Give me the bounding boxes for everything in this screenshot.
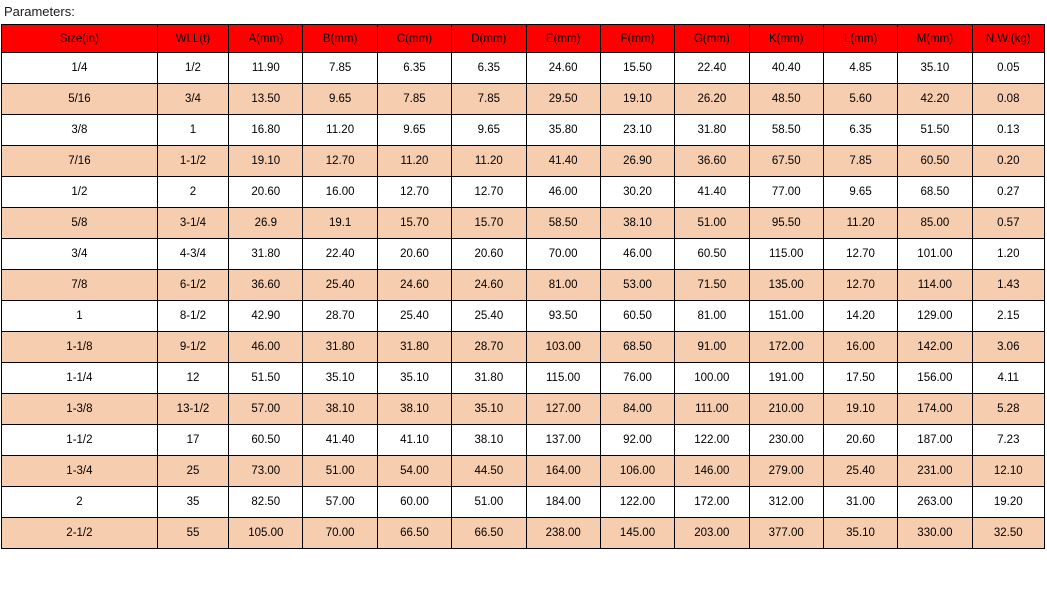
cell-f: 46.00 [600, 239, 674, 270]
cell-wll: 1 [157, 115, 228, 146]
cell-f: 19.10 [600, 84, 674, 115]
cell-d: 6.35 [452, 53, 526, 84]
cell-d: 25.40 [452, 301, 526, 332]
table-row [2, 518, 1045, 549]
cell-m: 187.00 [898, 425, 972, 456]
cell-wll: 1-1/2 [157, 146, 228, 177]
cell-size: 7/16 [2, 146, 158, 177]
cell-c: 31.80 [377, 332, 451, 363]
cell-l: 5.60 [823, 84, 897, 115]
cell-c: 38.10 [377, 394, 451, 425]
column-header-f: F(mm) [600, 25, 674, 53]
cell-wll: 35 [157, 487, 228, 518]
cell-nw: 1.43 [972, 270, 1044, 301]
cell-d: 66.50 [452, 518, 526, 549]
table-row [2, 425, 1045, 456]
cell-a: 26.9 [229, 208, 303, 239]
cell-b: 70.00 [303, 518, 377, 549]
cell-l: 11.20 [823, 208, 897, 239]
cell-d: 35.10 [452, 394, 526, 425]
cell-l: 12.70 [823, 239, 897, 270]
cell-e: 35.80 [526, 115, 600, 146]
column-header-c: C(mm) [377, 25, 451, 53]
cell-b: 12.70 [303, 146, 377, 177]
cell-g: 172.00 [675, 487, 749, 518]
cell-c: 54.00 [377, 456, 451, 487]
cell-f: 38.10 [600, 208, 674, 239]
cell-size: 5/8 [2, 208, 158, 239]
cell-a: 11.90 [229, 53, 303, 84]
cell-e: 81.00 [526, 270, 600, 301]
cell-wll: 17 [157, 425, 228, 456]
cell-e: 93.50 [526, 301, 600, 332]
cell-c: 60.00 [377, 487, 451, 518]
table-row [2, 332, 1045, 363]
cell-g: 122.00 [675, 425, 749, 456]
cell-f: 122.00 [600, 487, 674, 518]
cell-a: 16.80 [229, 115, 303, 146]
cell-b: 41.40 [303, 425, 377, 456]
cell-nw: 0.27 [972, 177, 1044, 208]
cell-a: 51.50 [229, 363, 303, 394]
cell-b: 9.65 [303, 84, 377, 115]
cell-d: 11.20 [452, 146, 526, 177]
cell-b: 31.80 [303, 332, 377, 363]
cell-f: 60.50 [600, 301, 674, 332]
cell-nw: 0.57 [972, 208, 1044, 239]
cell-nw: 7.23 [972, 425, 1044, 456]
cell-g: 146.00 [675, 456, 749, 487]
cell-m: 142.00 [898, 332, 972, 363]
table-row [2, 270, 1045, 301]
cell-a: 57.00 [229, 394, 303, 425]
table-row [2, 456, 1045, 487]
cell-d: 38.10 [452, 425, 526, 456]
cell-size: 1/4 [2, 53, 158, 84]
cell-f: 145.00 [600, 518, 674, 549]
column-header-e: E(mm) [526, 25, 600, 53]
cell-d: 28.70 [452, 332, 526, 363]
cell-l: 35.10 [823, 518, 897, 549]
cell-size: 1-1/2 [2, 425, 158, 456]
cell-e: 184.00 [526, 487, 600, 518]
cell-a: 73.00 [229, 456, 303, 487]
cell-k: 279.00 [749, 456, 823, 487]
cell-k: 67.50 [749, 146, 823, 177]
cell-g: 81.00 [675, 301, 749, 332]
table-row [2, 53, 1045, 84]
cell-m: 231.00 [898, 456, 972, 487]
cell-k: 95.50 [749, 208, 823, 239]
cell-g: 71.50 [675, 270, 749, 301]
cell-g: 31.80 [675, 115, 749, 146]
table-row [2, 363, 1045, 394]
cell-c: 12.70 [377, 177, 451, 208]
cell-e: 58.50 [526, 208, 600, 239]
cell-nw: 5.28 [972, 394, 1044, 425]
cell-b: 11.20 [303, 115, 377, 146]
table-header [2, 25, 1045, 53]
cell-c: 25.40 [377, 301, 451, 332]
cell-wll: 8-1/2 [157, 301, 228, 332]
table-row [2, 208, 1045, 239]
cell-k: 115.00 [749, 239, 823, 270]
cell-l: 20.60 [823, 425, 897, 456]
cell-f: 68.50 [600, 332, 674, 363]
column-header-k: K(mm) [749, 25, 823, 53]
column-header-b: B(mm) [303, 25, 377, 53]
cell-l: 6.35 [823, 115, 897, 146]
cell-b: 16.00 [303, 177, 377, 208]
cell-a: 36.60 [229, 270, 303, 301]
cell-g: 22.40 [675, 53, 749, 84]
cell-e: 46.00 [526, 177, 600, 208]
cell-d: 24.60 [452, 270, 526, 301]
cell-g: 41.40 [675, 177, 749, 208]
cell-k: 312.00 [749, 487, 823, 518]
cell-b: 7.85 [303, 53, 377, 84]
column-header-a: A(mm) [229, 25, 303, 53]
cell-m: 101.00 [898, 239, 972, 270]
cell-a: 105.00 [229, 518, 303, 549]
cell-size: 1-1/4 [2, 363, 158, 394]
cell-b: 19.1 [303, 208, 377, 239]
cell-size: 1-1/8 [2, 332, 158, 363]
cell-d: 15.70 [452, 208, 526, 239]
cell-wll: 55 [157, 518, 228, 549]
cell-f: 84.00 [600, 394, 674, 425]
cell-k: 135.00 [749, 270, 823, 301]
cell-a: 13.50 [229, 84, 303, 115]
cell-c: 35.10 [377, 363, 451, 394]
cell-l: 19.10 [823, 394, 897, 425]
cell-l: 4.85 [823, 53, 897, 84]
cell-nw: 4.11 [972, 363, 1044, 394]
column-header-d: D(mm) [452, 25, 526, 53]
cell-d: 20.60 [452, 239, 526, 270]
cell-f: 23.10 [600, 115, 674, 146]
cell-size: 2 [2, 487, 158, 518]
cell-wll: 12 [157, 363, 228, 394]
cell-l: 25.40 [823, 456, 897, 487]
cell-m: 114.00 [898, 270, 972, 301]
cell-e: 103.00 [526, 332, 600, 363]
cell-nw: 0.05 [972, 53, 1044, 84]
cell-b: 57.00 [303, 487, 377, 518]
cell-d: 51.00 [452, 487, 526, 518]
cell-nw: 32.50 [972, 518, 1044, 549]
cell-f: 26.90 [600, 146, 674, 177]
cell-k: 210.00 [749, 394, 823, 425]
cell-nw: 12.10 [972, 456, 1044, 487]
cell-g: 51.00 [675, 208, 749, 239]
cell-f: 53.00 [600, 270, 674, 301]
cell-k: 172.00 [749, 332, 823, 363]
cell-wll: 3-1/4 [157, 208, 228, 239]
cell-wll: 13-1/2 [157, 394, 228, 425]
cell-l: 14.20 [823, 301, 897, 332]
table-row [2, 487, 1045, 518]
cell-e: 29.50 [526, 84, 600, 115]
table-header-row [2, 25, 1045, 53]
cell-d: 31.80 [452, 363, 526, 394]
cell-a: 82.50 [229, 487, 303, 518]
cell-c: 66.50 [377, 518, 451, 549]
cell-m: 42.20 [898, 84, 972, 115]
cell-l: 16.00 [823, 332, 897, 363]
cell-g: 111.00 [675, 394, 749, 425]
cell-g: 36.60 [675, 146, 749, 177]
cell-c: 20.60 [377, 239, 451, 270]
cell-g: 91.00 [675, 332, 749, 363]
cell-size: 1-3/8 [2, 394, 158, 425]
cell-g: 203.00 [675, 518, 749, 549]
cell-b: 38.10 [303, 394, 377, 425]
cell-k: 40.40 [749, 53, 823, 84]
cell-f: 15.50 [600, 53, 674, 84]
cell-e: 238.00 [526, 518, 600, 549]
cell-d: 9.65 [452, 115, 526, 146]
cell-size: 2-1/2 [2, 518, 158, 549]
cell-b: 35.10 [303, 363, 377, 394]
column-header-size: Size(in) [2, 25, 158, 53]
cell-c: 6.35 [377, 53, 451, 84]
cell-nw: 19.20 [972, 487, 1044, 518]
cell-d: 12.70 [452, 177, 526, 208]
parameters-table [1, 24, 1045, 549]
cell-size: 1 [2, 301, 158, 332]
cell-m: 263.00 [898, 487, 972, 518]
cell-f: 30.20 [600, 177, 674, 208]
cell-d: 44.50 [452, 456, 526, 487]
column-header-l: L(mm) [823, 25, 897, 53]
cell-c: 7.85 [377, 84, 451, 115]
cell-l: 9.65 [823, 177, 897, 208]
cell-k: 58.50 [749, 115, 823, 146]
cell-k: 191.00 [749, 363, 823, 394]
parameters-table-wrapper [1, 24, 1045, 549]
cell-k: 77.00 [749, 177, 823, 208]
table-row [2, 146, 1045, 177]
cell-a: 19.10 [229, 146, 303, 177]
cell-size: 3/4 [2, 239, 158, 270]
cell-g: 60.50 [675, 239, 749, 270]
page-title: Parameters: [4, 4, 75, 19]
table-row [2, 84, 1045, 115]
table-row [2, 239, 1045, 270]
cell-c: 41.10 [377, 425, 451, 456]
cell-e: 70.00 [526, 239, 600, 270]
cell-f: 92.00 [600, 425, 674, 456]
table-body [2, 53, 1045, 549]
cell-size: 1-3/4 [2, 456, 158, 487]
cell-e: 127.00 [526, 394, 600, 425]
cell-size: 7/8 [2, 270, 158, 301]
cell-c: 9.65 [377, 115, 451, 146]
cell-b: 25.40 [303, 270, 377, 301]
cell-wll: 9-1/2 [157, 332, 228, 363]
cell-wll: 4-3/4 [157, 239, 228, 270]
cell-m: 330.00 [898, 518, 972, 549]
cell-f: 76.00 [600, 363, 674, 394]
cell-m: 51.50 [898, 115, 972, 146]
table-row [2, 394, 1045, 425]
cell-wll: 1/2 [157, 53, 228, 84]
cell-size: 3/8 [2, 115, 158, 146]
table-row [2, 301, 1045, 332]
cell-b: 51.00 [303, 456, 377, 487]
cell-a: 46.00 [229, 332, 303, 363]
cell-a: 20.60 [229, 177, 303, 208]
column-header-nw: N.W.(kg) [972, 25, 1044, 53]
column-header-g: G(mm) [675, 25, 749, 53]
cell-wll: 2 [157, 177, 228, 208]
cell-e: 137.00 [526, 425, 600, 456]
table-row [2, 177, 1045, 208]
cell-nw: 1.20 [972, 239, 1044, 270]
cell-g: 100.00 [675, 363, 749, 394]
cell-l: 12.70 [823, 270, 897, 301]
cell-l: 31.00 [823, 487, 897, 518]
cell-wll: 25 [157, 456, 228, 487]
cell-l: 17.50 [823, 363, 897, 394]
cell-c: 24.60 [377, 270, 451, 301]
cell-m: 85.00 [898, 208, 972, 239]
cell-f: 106.00 [600, 456, 674, 487]
cell-m: 156.00 [898, 363, 972, 394]
cell-nw: 2.15 [972, 301, 1044, 332]
cell-nw: 0.13 [972, 115, 1044, 146]
cell-e: 24.60 [526, 53, 600, 84]
cell-nw: 3.06 [972, 332, 1044, 363]
cell-a: 60.50 [229, 425, 303, 456]
cell-size: 5/16 [2, 84, 158, 115]
column-header-m: M(mm) [898, 25, 972, 53]
cell-c: 15.70 [377, 208, 451, 239]
cell-e: 41.40 [526, 146, 600, 177]
cell-d: 7.85 [452, 84, 526, 115]
table-row [2, 115, 1045, 146]
cell-l: 7.85 [823, 146, 897, 177]
cell-a: 42.90 [229, 301, 303, 332]
cell-k: 151.00 [749, 301, 823, 332]
column-header-wll: WLL(t) [157, 25, 228, 53]
cell-m: 174.00 [898, 394, 972, 425]
cell-m: 60.50 [898, 146, 972, 177]
cell-e: 115.00 [526, 363, 600, 394]
cell-wll: 6-1/2 [157, 270, 228, 301]
cell-b: 22.40 [303, 239, 377, 270]
cell-k: 377.00 [749, 518, 823, 549]
cell-a: 31.80 [229, 239, 303, 270]
cell-wll: 3/4 [157, 84, 228, 115]
cell-c: 11.20 [377, 146, 451, 177]
cell-m: 129.00 [898, 301, 972, 332]
cell-k: 230.00 [749, 425, 823, 456]
cell-e: 164.00 [526, 456, 600, 487]
cell-b: 28.70 [303, 301, 377, 332]
cell-nw: 0.08 [972, 84, 1044, 115]
cell-m: 68.50 [898, 177, 972, 208]
cell-g: 26.20 [675, 84, 749, 115]
cell-k: 48.50 [749, 84, 823, 115]
cell-m: 35.10 [898, 53, 972, 84]
cell-size: 1/2 [2, 177, 158, 208]
cell-nw: 0.20 [972, 146, 1044, 177]
